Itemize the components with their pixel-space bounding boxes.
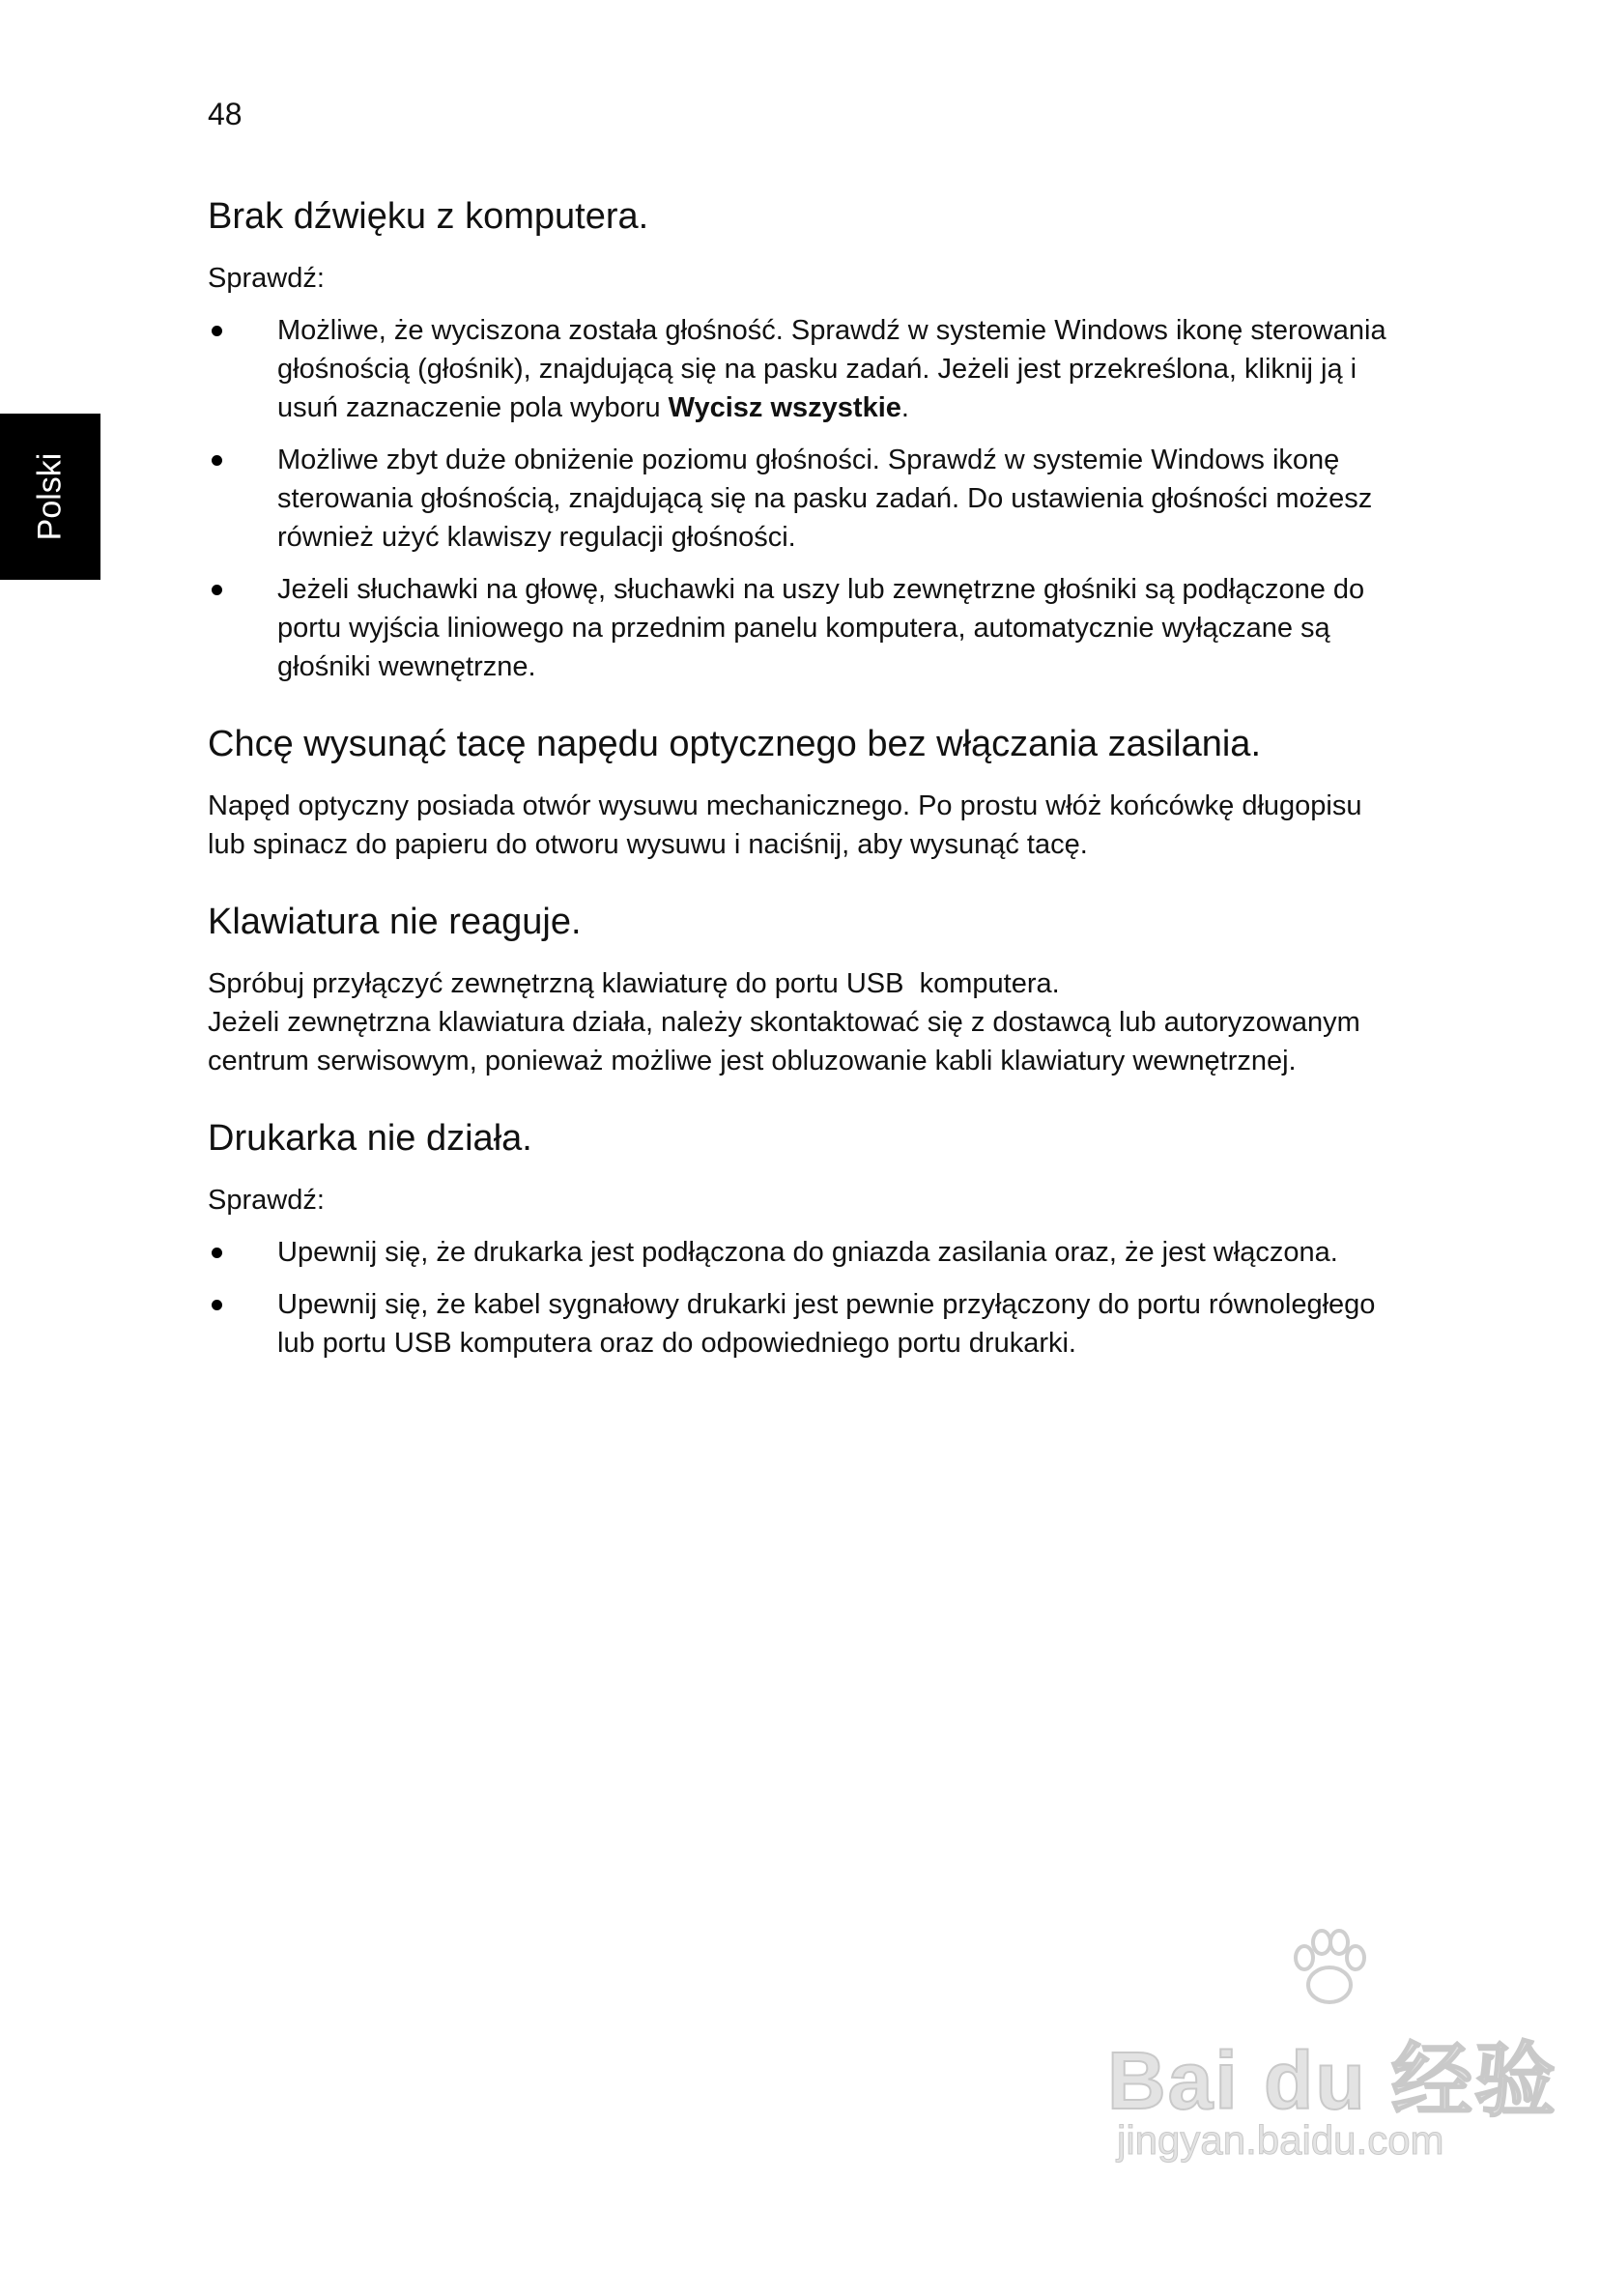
language-side-tab — [0, 414, 100, 580]
section-title: Chcę wysunąć tacę napędu optycznego bez włączania zasilania. — [208, 724, 1261, 764]
bullet-icon — [212, 1248, 222, 1258]
baidu-watermark — [1107, 1919, 1558, 2170]
section-no-sound — [208, 193, 1396, 686]
section-title: Brak dźwięku z komputera. — [208, 196, 649, 237]
page-content — [208, 193, 1396, 1397]
bullet-icon — [212, 455, 222, 466]
paragraph: Napęd optyczny posiada otwór wysuwu mechanicznego. Po prostu włóż końcówkę długopisu lub spinacz do papieru do otworu wysuwu i naciśnij, aby wysunąć tacę. — [208, 790, 1362, 860]
check-label: Sprawdź: — [208, 1185, 325, 1216]
paw-logo-icon — [1281, 1919, 1378, 2016]
bullet-icon — [212, 1300, 222, 1310]
list-item-text: Upewnij się, że kabel sygnałowy drukarki jest pewnie przyłączony do portu równoległego lub portu USB komputera oraz do odpowiedniego portu drukarki. — [277, 1289, 1376, 1359]
list-item — [208, 311, 1396, 427]
list-item-text: Upewnij się, że drukarka jest podłączona do gniazda zasilania oraz, że jest włączona. — [277, 1237, 1338, 1268]
section-optical-tray — [208, 721, 1396, 864]
paragraph: Jeżeli zewnętrzna klawiatura działa, należy skontaktować się z dostawcą lub autoryzowanym centrum serwisowym, ponieważ możliwe jest obluzowanie kabli klawiatury wewnętrznej. — [208, 1007, 1360, 1076]
list-item-tail: . — [900, 392, 909, 423]
list-item-text: Możliwe, że wyciszona została głośność. Sprawdź w systemie Windows ikonę sterowania głośnością (głośnik), znajdującą się na pasku zadań. Jeżeli jest przekreślona, kliknij ją i usuń zaznaczenie pola wyboru — [277, 315, 1386, 423]
bullet-list — [208, 311, 1396, 686]
section-printer — [208, 1115, 1396, 1363]
list-item-bold-text: Wycisz wszystkie — [668, 392, 901, 423]
list-item — [208, 570, 1396, 686]
watermark-brand: Bai du 经验 — [1107, 2035, 1558, 2126]
paragraph: Spróbuj przyłączyć zewnętrzną klawiaturę do portu USB komputera. — [208, 968, 1060, 999]
bullet-icon — [212, 585, 222, 595]
watermark-url: jingyan.baidu.com — [1117, 2117, 1444, 2163]
check-label: Sprawdź: — [208, 263, 325, 294]
section-title: Drukarka nie działa. — [208, 1118, 532, 1159]
list-item — [208, 441, 1396, 557]
section-title: Klawiatura nie reaguje. — [208, 902, 582, 942]
list-item-text: Możliwe zbyt duże obniżenie poziomu głośności. Sprawdź w systemie Windows ikonę sterowania głośnością, znajdującą się na pasku zadań. Do ustawienia głośności możesz również użyć klawiszy regulacji głośności. — [277, 445, 1373, 553]
side-tab-label: Polski — [31, 452, 69, 541]
bullet-list — [208, 1233, 1396, 1363]
section-keyboard — [208, 899, 1396, 1080]
list-item — [208, 1285, 1396, 1363]
bullet-icon — [212, 326, 222, 336]
list-item-text: Jeżeli słuchawki na głowę, słuchawki na uszy lub zewnętrzne głośniki są podłączone do portu wyjścia liniowego na przednim panelu komputera, automatycznie wyłączane są głośniki wewnętrzne. — [277, 574, 1365, 682]
page-number: 48 — [208, 97, 243, 131]
list-item — [208, 1233, 1396, 1272]
